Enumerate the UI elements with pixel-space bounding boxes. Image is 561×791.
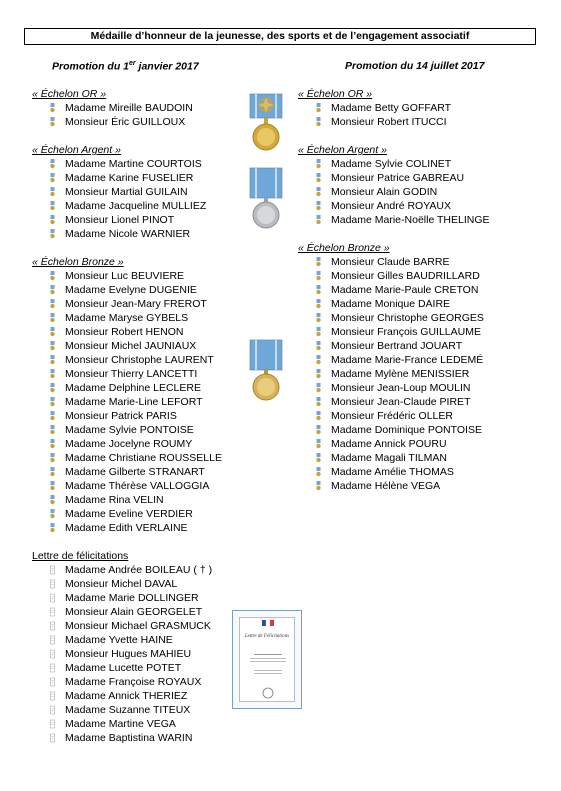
bronze-medal-icon bbox=[247, 339, 285, 403]
letter-bullet-icon bbox=[50, 565, 55, 575]
honoree-list-item bbox=[298, 367, 490, 381]
honoree-name: Madame Jacqueline MULLIEZ bbox=[65, 200, 207, 212]
left-bronze-heading: « Échelon Bronze » bbox=[32, 256, 124, 268]
honoree-name: Monsieur Christophe LAURENT bbox=[65, 354, 214, 366]
honoree-name: Madame Eveline VERDIER bbox=[65, 508, 193, 520]
honoree-name: Madame Jocelyne ROUMY bbox=[65, 438, 193, 450]
right-bronze-heading: « Échelon Bronze » bbox=[298, 242, 390, 254]
honoree-name: Madame Marie-Noëlle THELINGE bbox=[331, 214, 490, 226]
honoree-list-item bbox=[32, 675, 222, 689]
honoree-list-item bbox=[32, 437, 222, 451]
honoree-list-item bbox=[298, 465, 490, 479]
medal-bullet-icon bbox=[50, 369, 55, 379]
letter-bullet-icon bbox=[50, 579, 55, 589]
honoree-list-item bbox=[32, 521, 222, 535]
honoree-list-item bbox=[298, 381, 490, 395]
honoree-name: Monsieur Alain GODIN bbox=[331, 186, 438, 198]
lettres-heading: Lettre de félicitations bbox=[32, 550, 129, 562]
honoree-list-item bbox=[298, 171, 490, 185]
honoree-name: Monsieur Michel JAUNIAUX bbox=[65, 340, 197, 352]
letter-bullet-icon bbox=[50, 705, 55, 715]
letter-bullet-icon bbox=[50, 691, 55, 701]
medal-bullet-icon bbox=[316, 103, 321, 113]
honoree-list-item bbox=[32, 171, 222, 185]
honoree-list-item bbox=[298, 423, 490, 437]
left-or-heading: « Échelon OR » bbox=[32, 88, 107, 100]
medal-bullet-icon bbox=[50, 397, 55, 407]
honoree-list-item bbox=[298, 311, 490, 325]
medal-bullet-icon bbox=[316, 411, 321, 421]
medal-bullet-icon bbox=[316, 397, 321, 407]
gold-medal-icon bbox=[247, 93, 285, 155]
honoree-list-item bbox=[298, 157, 490, 171]
honoree-name: Madame Delphine LECLERE bbox=[65, 382, 201, 394]
honoree-name: Madame Martine VEGA bbox=[65, 718, 176, 730]
letter-bullet-icon bbox=[50, 663, 55, 673]
honoree-list-item bbox=[32, 731, 222, 745]
honoree-list-item bbox=[298, 115, 490, 129]
certificate-heading: Lettre de Félicitations bbox=[244, 634, 290, 639]
honoree-name: Monsieur Jean-Claude PIRET bbox=[331, 396, 471, 408]
honoree-name: Monsieur Éric GUILLOUX bbox=[65, 116, 186, 128]
honoree-name: Madame Françoise ROYAUX bbox=[65, 676, 202, 688]
honoree-name: Madame Annick POURU bbox=[331, 438, 447, 450]
honoree-name: Madame Andrée BOILEAU ( † ) bbox=[65, 564, 213, 576]
honoree-list-item bbox=[32, 717, 222, 731]
medal-bullet-icon bbox=[50, 117, 55, 127]
honoree-name: Monsieur Michel DAVAL bbox=[65, 578, 178, 590]
promotion-july-heading: Promotion du 14 juillet 2017 bbox=[345, 60, 485, 72]
honoree-list-item bbox=[32, 115, 222, 129]
honoree-list-item bbox=[298, 101, 490, 115]
honoree-name: Monsieur Alain GEORGELET bbox=[65, 606, 203, 618]
honoree-name: Monsieur Robert HENON bbox=[65, 326, 184, 338]
medal-bullet-icon bbox=[50, 453, 55, 463]
medal-bullet-icon bbox=[316, 467, 321, 477]
medal-bullet-icon bbox=[316, 439, 321, 449]
honoree-name: Monsieur Jean-Mary FREROT bbox=[65, 298, 207, 310]
letter-bullet-icon bbox=[50, 593, 55, 603]
letter-bullet-icon bbox=[50, 733, 55, 743]
medal-bullet-icon bbox=[316, 271, 321, 281]
honoree-list-item bbox=[32, 493, 222, 507]
honoree-list-item bbox=[298, 297, 490, 311]
honoree-name: Madame Dominique PONTOISE bbox=[331, 424, 482, 436]
honoree-list-item bbox=[32, 605, 222, 619]
honoree-name: Madame Edith VERLAINE bbox=[65, 522, 188, 534]
honoree-name: Monsieur Jean-Loup MOULIN bbox=[331, 382, 471, 394]
left-argent-heading: « Échelon Argent » bbox=[32, 144, 121, 156]
medal-bullet-icon bbox=[316, 187, 321, 197]
honoree-list-item bbox=[32, 619, 222, 633]
honoree-list-item bbox=[298, 353, 490, 367]
honoree-list-item bbox=[32, 703, 222, 717]
honoree-list-item bbox=[32, 563, 222, 577]
promo-left-text-end: janvier 2017 bbox=[135, 60, 199, 73]
medal-bullet-icon bbox=[316, 313, 321, 323]
honoree-name: Madame Magali TILMAN bbox=[331, 452, 447, 464]
honoree-name: Monsieur Claude BARRE bbox=[331, 256, 450, 268]
right-column bbox=[298, 87, 490, 493]
honoree-name: Madame Baptistina WARIN bbox=[65, 732, 193, 744]
letter-bullet-icon bbox=[50, 621, 55, 631]
medal-bullet-icon bbox=[50, 285, 55, 295]
honoree-list-item bbox=[32, 479, 222, 493]
left-column bbox=[32, 87, 222, 745]
medal-bullet-icon bbox=[316, 481, 321, 491]
honoree-name: Madame Maryse GYBELS bbox=[65, 312, 189, 324]
honoree-name: Madame Mireille BAUDOIN bbox=[65, 102, 193, 114]
honoree-list-item bbox=[298, 451, 490, 465]
honoree-list-item bbox=[32, 101, 222, 115]
medal-bullet-icon bbox=[50, 173, 55, 183]
medal-bullet-icon bbox=[50, 187, 55, 197]
honoree-list-item bbox=[32, 395, 222, 409]
medal-bullet-icon bbox=[316, 215, 321, 225]
promo-left-sup: er bbox=[129, 60, 136, 67]
medal-bullet-icon bbox=[50, 439, 55, 449]
honoree-list-item bbox=[32, 381, 222, 395]
medal-bullet-icon bbox=[50, 103, 55, 113]
honoree-name: Monsieur Bertrand JOUART bbox=[331, 340, 463, 352]
honoree-list-item bbox=[32, 213, 222, 227]
medal-bullet-icon bbox=[316, 383, 321, 393]
honoree-name: Monsieur Lionel PINOT bbox=[65, 214, 175, 226]
honoree-name: Madame Rina VELIN bbox=[65, 494, 164, 506]
medal-bullet-icon bbox=[50, 355, 55, 365]
honoree-list-item bbox=[32, 451, 222, 465]
medal-bullet-icon bbox=[316, 159, 321, 169]
medal-bullet-icon bbox=[50, 201, 55, 211]
medal-bullet-icon bbox=[316, 327, 321, 337]
honoree-name: Madame Lucette POTET bbox=[65, 662, 182, 674]
honoree-name: Monsieur Michael GRASMUCK bbox=[65, 620, 211, 632]
medal-bullet-icon bbox=[50, 509, 55, 519]
medal-bullet-icon bbox=[316, 299, 321, 309]
honoree-list-item bbox=[32, 269, 222, 283]
honoree-list-item bbox=[32, 199, 222, 213]
honoree-list-item bbox=[32, 339, 222, 353]
honoree-list-item bbox=[32, 185, 222, 199]
honoree-list-item bbox=[32, 325, 222, 339]
letter-bullet-icon bbox=[50, 719, 55, 729]
honoree-list-item bbox=[298, 437, 490, 451]
medal-bullet-icon bbox=[50, 425, 55, 435]
honoree-list-item bbox=[32, 647, 222, 661]
honoree-list-item bbox=[32, 157, 222, 171]
medal-bullet-icon bbox=[50, 481, 55, 491]
honoree-list-item bbox=[32, 297, 222, 311]
honoree-name: Monsieur Martial GUILAIN bbox=[65, 186, 188, 198]
honoree-list-item bbox=[32, 367, 222, 381]
honoree-name: Madame Marie-France LEDEMÉ bbox=[331, 354, 484, 366]
honoree-name: Madame Evelyne DUGENIE bbox=[65, 284, 197, 296]
honoree-name: Madame Sylvie PONTOISE bbox=[65, 424, 194, 436]
honoree-list-item bbox=[298, 199, 490, 213]
honoree-name: Monsieur Hugues MAHIEU bbox=[65, 648, 192, 660]
medal-bullet-icon bbox=[316, 285, 321, 295]
honoree-list-item bbox=[298, 269, 490, 283]
honoree-list-item bbox=[298, 479, 490, 493]
medal-bullet-icon bbox=[316, 341, 321, 351]
honoree-list-item bbox=[32, 577, 222, 591]
honoree-list-item bbox=[32, 409, 222, 423]
left-or-list bbox=[32, 101, 222, 129]
honoree-list-item bbox=[32, 423, 222, 437]
left-bronze-list bbox=[32, 269, 222, 535]
medal-bullet-icon bbox=[50, 299, 55, 309]
letter-bullet-icon bbox=[50, 607, 55, 617]
honoree-name: Monsieur Thierry LANCETTI bbox=[65, 368, 198, 380]
honoree-name: Madame Thérèse VALLOGGIA bbox=[65, 480, 210, 492]
honoree-name: Madame Mylène MENISSIER bbox=[331, 368, 470, 380]
honoree-list-item bbox=[298, 283, 490, 297]
medal-bullet-icon bbox=[316, 355, 321, 365]
medal-bullet-icon bbox=[50, 159, 55, 169]
honoree-list-item bbox=[32, 591, 222, 605]
honoree-list-item bbox=[32, 465, 222, 479]
promo-left-text: Promotion du 1 bbox=[52, 60, 129, 73]
medal-bullet-icon bbox=[50, 313, 55, 323]
honoree-name: Madame Suzanne TITEUX bbox=[65, 704, 191, 716]
honoree-list-item bbox=[32, 507, 222, 521]
honoree-list-item bbox=[298, 409, 490, 423]
honoree-list-item bbox=[298, 395, 490, 409]
honoree-name: Madame Gilberte STRANART bbox=[65, 466, 205, 478]
certificate-illustration bbox=[240, 618, 296, 703]
honoree-name: Madame Marie-Paule CRETON bbox=[331, 284, 479, 296]
medal-bullet-icon bbox=[316, 173, 321, 183]
honoree-name: Madame Christiane ROUSSELLE bbox=[65, 452, 222, 464]
honoree-name: Madame Betty GOFFART bbox=[331, 102, 452, 114]
silver-medal-icon bbox=[247, 167, 285, 231]
medal-bullet-icon bbox=[316, 453, 321, 463]
right-argent-heading: « Échelon Argent » bbox=[298, 144, 387, 156]
medal-bullet-icon bbox=[316, 257, 321, 267]
honoree-name: Monsieur François GUILLAUME bbox=[331, 326, 481, 338]
medal-bullet-icon bbox=[50, 383, 55, 393]
honoree-name: Madame Annick THERIEZ bbox=[65, 690, 188, 702]
honoree-list-item bbox=[298, 255, 490, 269]
right-or-list bbox=[298, 101, 490, 129]
medal-bullet-icon bbox=[50, 271, 55, 281]
medal-bullet-icon bbox=[50, 229, 55, 239]
medal-bullet-icon bbox=[316, 369, 321, 379]
medal-bullet-icon bbox=[50, 341, 55, 351]
lettres-list bbox=[32, 563, 222, 745]
honoree-list-item bbox=[32, 633, 222, 647]
right-bronze-list bbox=[298, 255, 490, 493]
honoree-list-item bbox=[32, 227, 222, 241]
honoree-name: Madame Marie-Line LEFORT bbox=[65, 396, 203, 408]
letter-bullet-icon bbox=[50, 677, 55, 687]
honoree-name: Madame Amélie THOMAS bbox=[331, 466, 454, 478]
medal-bullet-icon bbox=[316, 117, 321, 127]
honoree-list-item bbox=[32, 661, 222, 675]
medal-bullet-icon bbox=[50, 495, 55, 505]
honoree-name: Madame Nicole WARNIER bbox=[65, 228, 191, 240]
honoree-name: Monsieur André ROYAUX bbox=[331, 200, 452, 212]
document-title: Médaille d’honneur de la jeunesse, des sports et de l’engagement associatif bbox=[24, 28, 536, 45]
honoree-list-item bbox=[32, 689, 222, 703]
honoree-name: Madame Yvette HAINE bbox=[65, 634, 173, 646]
right-argent-list bbox=[298, 157, 490, 227]
medal-bullet-icon bbox=[50, 523, 55, 533]
honoree-name: Monsieur Robert ITUCCI bbox=[331, 116, 447, 128]
honoree-list-item bbox=[298, 213, 490, 227]
honoree-name: Monsieur Luc BEUVIERE bbox=[65, 270, 185, 282]
honoree-name: Madame Marie DOLLINGER bbox=[65, 592, 199, 604]
promotion-january-heading bbox=[52, 60, 199, 73]
honoree-list-item bbox=[32, 283, 222, 297]
right-or-heading: « Échelon OR » bbox=[298, 88, 373, 100]
medal-bullet-icon bbox=[316, 201, 321, 211]
certificate-image bbox=[232, 610, 302, 709]
honoree-list-item bbox=[298, 325, 490, 339]
honoree-list-item bbox=[32, 353, 222, 367]
left-argent-list bbox=[32, 157, 222, 241]
honoree-list-item bbox=[298, 339, 490, 353]
honoree-list-item bbox=[32, 311, 222, 325]
honoree-name: Madame Martine COURTOIS bbox=[65, 158, 202, 170]
medal-bullet-icon bbox=[316, 425, 321, 435]
honoree-name: Monsieur Christophe GEORGES bbox=[331, 312, 484, 324]
honoree-name: Madame Karine FUSELIER bbox=[65, 172, 194, 184]
honoree-name: Monsieur Frédéric OLLER bbox=[331, 410, 453, 422]
medal-bullet-icon bbox=[50, 467, 55, 477]
honoree-name: Monsieur Gilles BAUDRILLARD bbox=[331, 270, 480, 282]
letter-bullet-icon bbox=[50, 635, 55, 645]
honoree-name: Monsieur Patrick PARIS bbox=[65, 410, 177, 422]
honoree-name: Madame Monique DAIRE bbox=[331, 298, 451, 310]
honoree-list-item bbox=[298, 185, 490, 199]
medal-bullet-icon bbox=[50, 215, 55, 225]
medal-bullet-icon bbox=[50, 327, 55, 337]
honoree-name: Madame Hélène VEGA bbox=[331, 480, 441, 492]
honoree-name: Monsieur Patrice GABREAU bbox=[331, 172, 465, 184]
medal-bullet-icon bbox=[50, 411, 55, 421]
letter-bullet-icon bbox=[50, 649, 55, 659]
honoree-name: Madame Sylvie COLINET bbox=[331, 158, 452, 170]
